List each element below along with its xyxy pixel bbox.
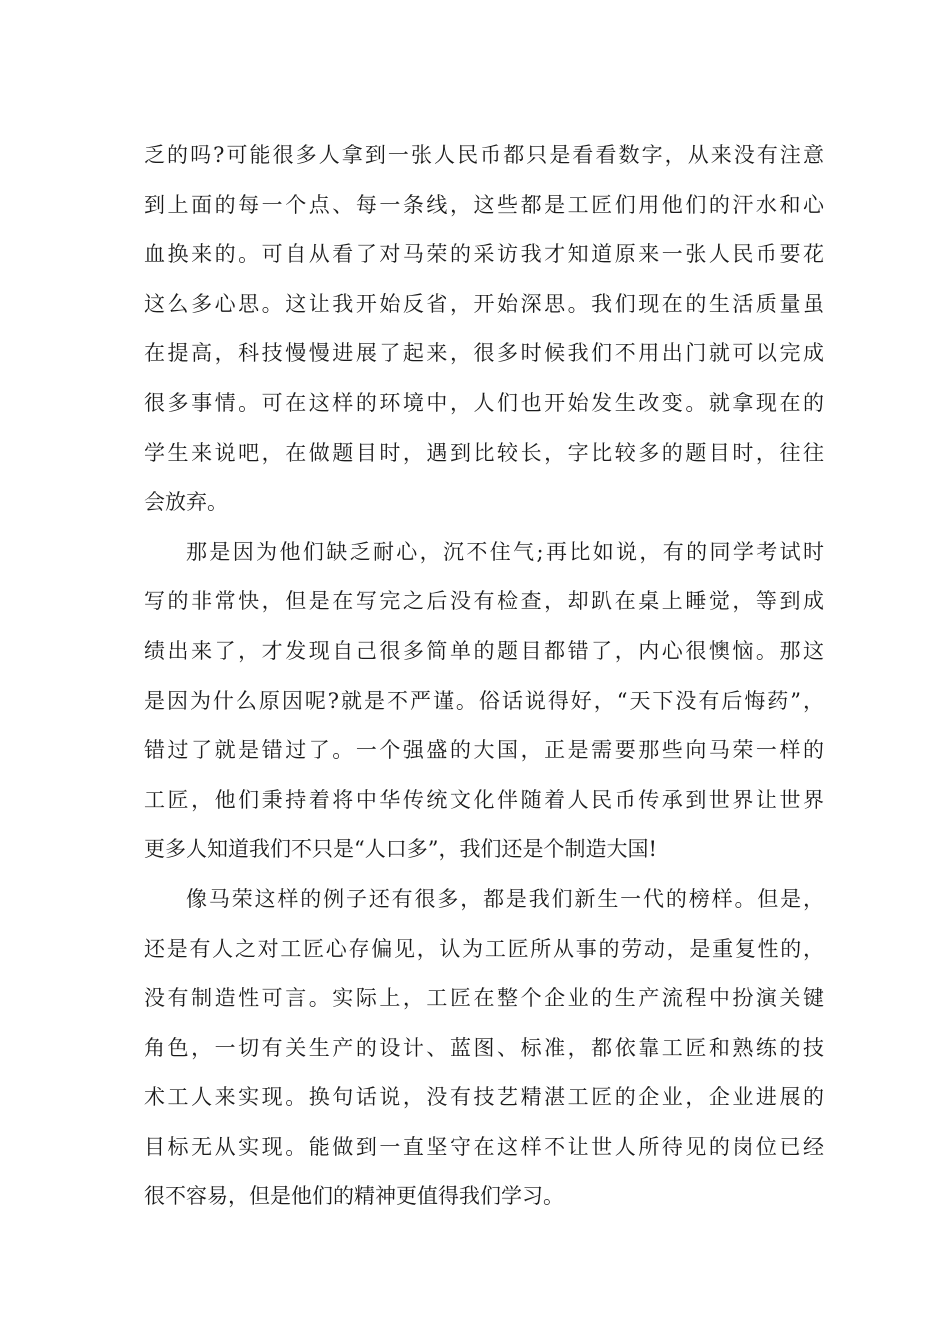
text-line: 很多事情。可在这样的环境中，人们也开始发生改变。就拿现在的: [144, 390, 824, 415]
text-line: 是因为什么原因呢?就是不严谨。俗话说得好，“天下没有后悔药”，: [144, 688, 824, 713]
text-line: 还是有人之对工匠心存偏见，认为工匠所从事的劳动，是重复性的，: [144, 936, 824, 961]
text-line: 术工人来实现。换句话说，没有技艺精湛工匠的企业，企业进展的: [144, 1085, 824, 1110]
body-text: [144, 131, 824, 1222]
text-line: 绩出来了，才发现自己很多简单的题目都错了，内心很懊恼。那这: [144, 638, 824, 663]
text-line: 学生来说吧，在做题目时，遇到比较长，字比较多的题目时，往往: [144, 440, 824, 465]
text-line: 血换来的。可自从看了对马荣的采访我才知道原来一张人民币要花: [144, 242, 824, 267]
text-line: 没有制造性可言。实际上，工匠在整个企业的生产流程中扮演关键: [144, 986, 824, 1011]
text-line: 写的非常快，但是在写完之后没有检查，却趴在桌上睡觉，等到成: [144, 589, 824, 614]
text-line: 到上面的每一个点、每一条线，这些都是工匠们用他们的汗水和心: [144, 192, 824, 217]
text-line: 很不容易，但是他们的精神更值得我们学习。: [144, 1184, 564, 1209]
text-line: 会放弃。: [144, 490, 228, 515]
text-line: 角色，一切有关生产的设计、蓝图、标准，都依靠工匠和熟练的技: [144, 1035, 824, 1060]
text-line: 目标无从实现。能做到一直坚守在这样不让世人所待见的岗位已经: [144, 1134, 824, 1159]
text-line: 工匠，他们秉持着将中华传统文化伴随着人民币传承到世界让世界: [144, 787, 824, 812]
text-line: 错过了就是错过了。一个强盛的大国，正是需要那些向马荣一样的: [144, 738, 824, 763]
text-line: 像马荣这样的例子还有很多，都是我们新生一代的榜样。但是，: [186, 886, 824, 911]
text-line: 这么多心思。这让我开始反省，开始深思。我们现在的生活质量虽: [144, 291, 824, 316]
text-line: 在提高，科技慢慢进展了起来，很多时候我们不用出门就可以完成: [144, 341, 824, 366]
text-line: 那是因为他们缺乏耐心，沉不住气;再比如说，有的同学考试时: [186, 539, 824, 564]
text-line: 更多人知道我们不只是“人口多”，我们还是个制造大国!: [144, 837, 657, 862]
text-line: 乏的吗?可能很多人拿到一张人民币都只是看看数字，从来没有注意: [144, 143, 824, 167]
